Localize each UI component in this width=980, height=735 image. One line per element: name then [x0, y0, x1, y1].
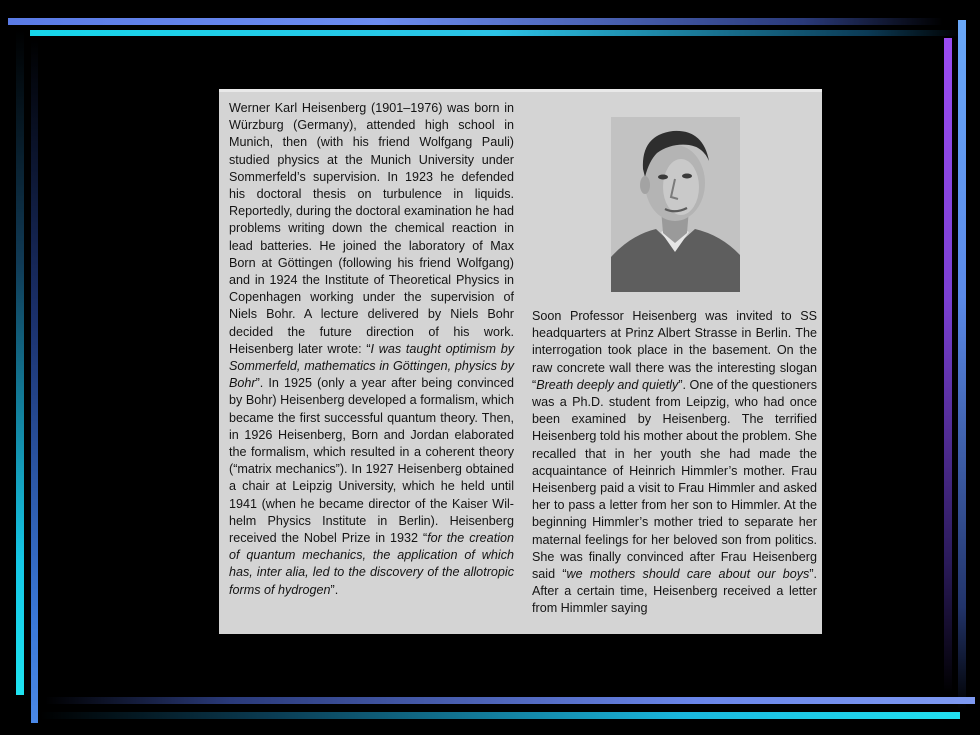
frame-bar-left-outer — [16, 30, 24, 695]
mothers-quote: we mothers should care about our boys — [566, 567, 810, 582]
frame-bar-right-outer — [958, 20, 966, 710]
left-text-column — [229, 100, 514, 599]
right-text-column — [532, 308, 817, 618]
biography-text-2: ”. In 1925 (only a year after being convinced by Bohr) Heisenberg developed a formalism, which became the first successful quantum theory. Then, in 1926 Heisenberg, Born and Jordan elaborated the formalism, which resulted in a coherent theory (“matrix mechanics”). In 1927 Heisenberg obtained a chair at Leipzig University, which he held until 1941 (when he became director of the Kaiser Wilhelm Physics Institute in Berlin). Heisenberg received the Nobel Prize in 1932 “ — [229, 376, 514, 546]
slogan-quote: Breath deeply and quietly — [536, 377, 679, 392]
frame-bar-bottom-lower — [40, 712, 960, 719]
frame-bar-top-outer — [8, 18, 943, 25]
interrogation-text-2: ”. One of the questioners was a Ph.D. student from Leipzig, who had once been examined by Heisenberg. The terrified Heisenberg told his mother about the problem. She recalled that in her youth she had made the acquaintance of Heinrich Himmler’s mother. Frau Heisenberg paid a visit to Frau Himmler and asked her to pass a letter from her son to Himmler. At the beginning Himmler’s mother tried to separate her maternal feelings for her beloved son from politics. She was finally convinced after Frau Heisenberg said “ — [532, 377, 817, 582]
biography-paragraph — [229, 100, 514, 599]
biography-text-3: ”. — [330, 582, 339, 597]
interrogation-paragraph — [532, 308, 817, 618]
interrogation-text-1: Soon Professor Heisenberg was invited to SS headquarters at Prinz Albert Strasse in Berlin. The interrogation took place in the basement. On the raw concrete wall there was the interesting slogan “ — [532, 309, 817, 392]
frame-bar-bottom-upper — [45, 697, 975, 704]
interrogation-text-3: ”. After a certain time, Heisenberg received a letter from Himmler saying — [532, 567, 818, 616]
scanned-page — [219, 89, 822, 634]
biography-text-1: Werner Karl Heisenberg (1901–1976) was born in Würzburg (Germany), attended high school in Munich, then (with his friend Wolfgang Pauli) studied physics at the Munich University under Sommerfeld’s supervision. In 1923 he defended his doctoral thesis on turbulence in liquids. Reportedly, during the doctoral examination he had problems writing down the chemical reaction in lead batteries. He joined the laboratory of Max Born at Göttingen (following his friend Wolfgang) and in 1924 the Institute of Theoretical Physics in Copenhagen working under the supervision of Niels Bohr. A lecture delivered by Niels Bohr decided the future direction of his work. Heisenberg later wrote: “ — [229, 101, 514, 356]
bohr-quote: I was taught optimism by Sommerfeld, mathematics in Göttingen, physics by Bohr — [229, 341, 514, 391]
nobel-citation: for the creation of quantum mechanics, the application of which has, inter alia, led to the discovery of the allotropic forms of hydrogen — [229, 531, 514, 597]
heisenberg-portrait-photo — [611, 117, 740, 292]
frame-bar-right-inner — [944, 38, 952, 693]
portrait-image — [611, 117, 740, 292]
frame-bar-left-inner — [31, 40, 38, 723]
frame-bar-top-inner — [30, 30, 960, 36]
